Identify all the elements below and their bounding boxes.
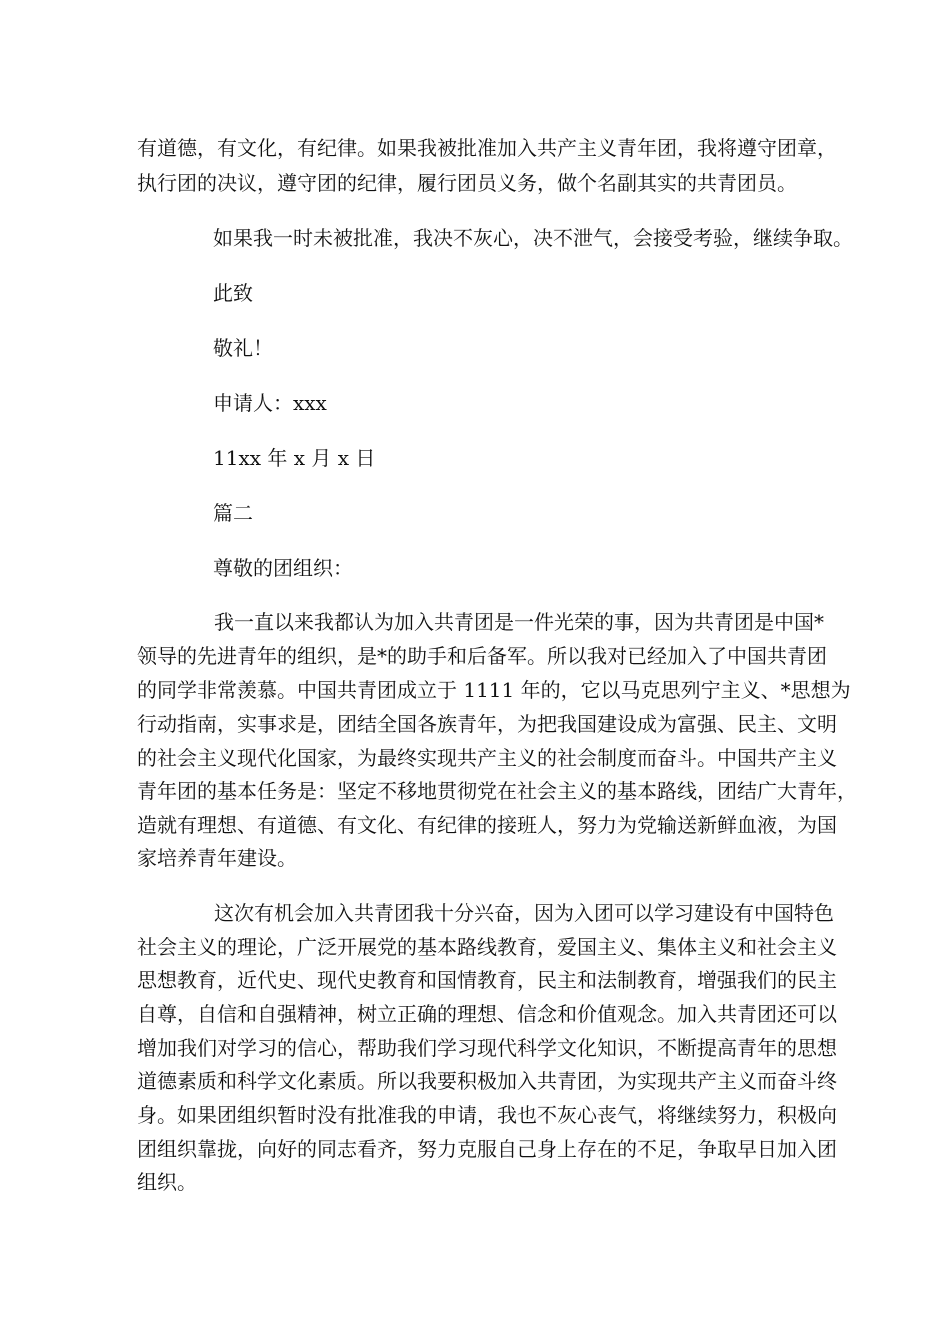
paragraph: 如果我一时未被批准，我决不灰心，决不泄气，会接受考验，继续争取。 (213, 226, 853, 250)
paragraph-line: 的社会主义现代化国家，为最终实现共产主义的社会制度而奋斗。中国共产主义 (137, 746, 837, 770)
paragraph-line: 执行团的决议，遵守团的纪律，履行团员义务，做个名副其实的共青团员。 (137, 171, 797, 195)
paragraph-line: 团组织靠拢，向好的同志看齐，努力克服自己身上存在的不足，争取早日加入团 (137, 1137, 837, 1161)
paragraph-line: 的同学非常羡慕。中国共青团成立于 1111 年的，它以马克思列宁主义、*思想为 (137, 678, 851, 702)
paragraph-line: 增加我们对学习的信心，帮助我们学习现代科学文化知识，不断提高青年的思想 (137, 1036, 837, 1060)
closing-salutation: 此致 (213, 281, 253, 305)
paragraph-line: 道德素质和科学文化素质。所以我要积极加入共青团，为实现共产主义而奋斗终 (137, 1069, 837, 1093)
paragraph-line: 青年团的基本任务是：坚定不移地贯彻党在社会主义的基本路线，团结广大青年， (137, 779, 857, 803)
date-line: 11xx 年 x 月 x 日 (213, 446, 376, 470)
paragraph-line: 家培养青年建设。 (137, 846, 297, 870)
paragraph-line: 社会主义的理论，广泛开展党的基本路线教育，爱国主义、集体主义和社会主义 (137, 935, 837, 959)
paragraph-line: 自尊，自信和自强精神，树立正确的理想、信念和价值观念。加入共青团还可以 (137, 1002, 837, 1026)
paragraph-line: 身。如果团组织暂时没有批准我的申请，我也不灰心丧气，将继续努力，积极向 (137, 1103, 837, 1127)
closing-regards: 敬礼！ (213, 336, 273, 360)
paragraph-line: 思想教育，近代史、现代史教育和国情教育，民主和法制教育，增强我们的民主 (137, 968, 837, 992)
applicant-line: 申请人：xxx (213, 391, 327, 415)
paragraph-line: 造就有理想、有道德、有文化、有纪律的接班人，努力为党输送新鲜血液，为国 (137, 813, 837, 837)
section-title: 篇二 (213, 501, 253, 525)
paragraph-line: 领导的先进青年的组织，是*的助手和后备军。所以我对已经加入了中国共青团 (137, 644, 827, 668)
paragraph-line: 我一直以来我都认为加入共青团是一件光荣的事，因为共青团是中国* (214, 610, 824, 634)
paragraph-line: 组织。 (137, 1170, 197, 1194)
paragraph-line: 这次有机会加入共青团我十分兴奋，因为入团可以学习建设有中国特色 (214, 901, 834, 925)
salutation: 尊敬的团组织： (213, 556, 353, 580)
paragraph-line: 有道德，有文化，有纪律。如果我被批准加入共产主义青年团，我将遵守团章， (137, 136, 837, 160)
paragraph-line: 行动指南，实事求是，团结全国各族青年，为把我国建设成为富强、民主、文明 (137, 712, 837, 736)
